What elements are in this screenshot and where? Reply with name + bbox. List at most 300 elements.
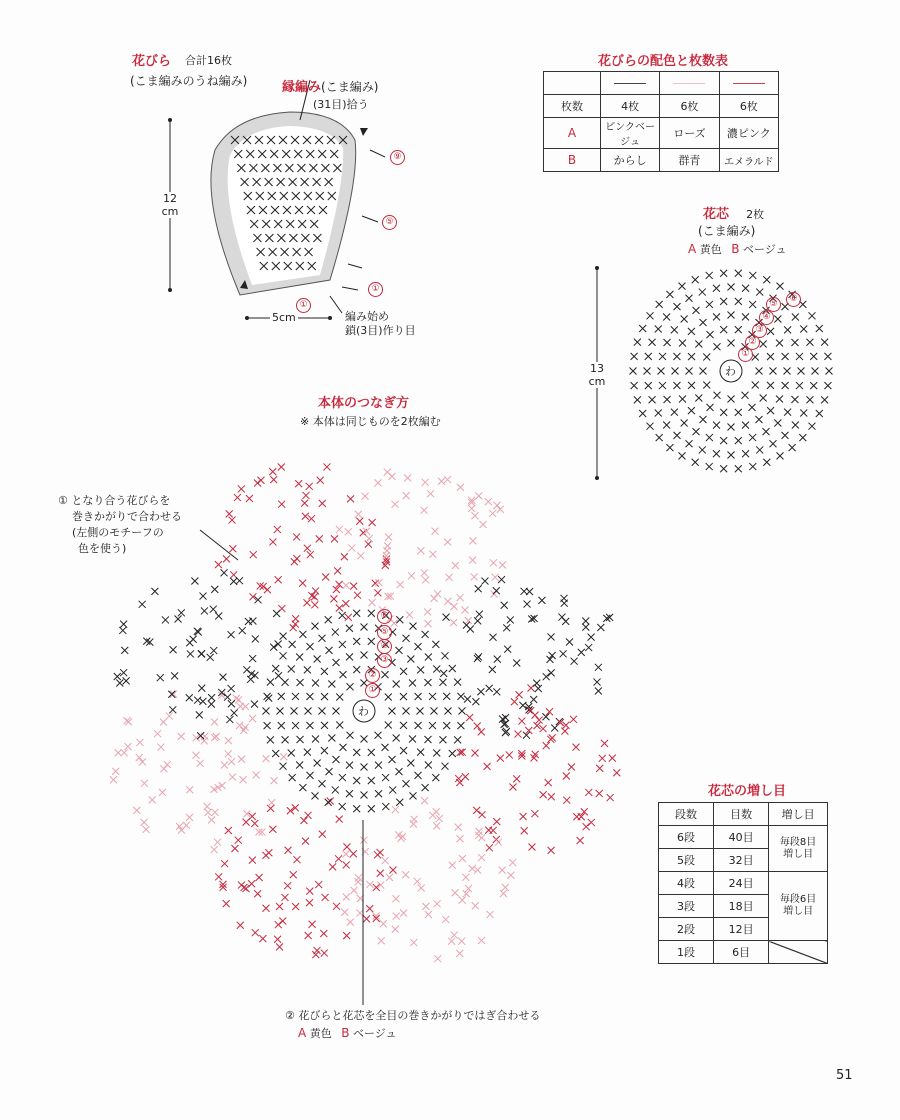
stitch-mark [521,827,528,834]
stitch-mark [400,909,407,916]
petal-chart [168,80,385,320]
stitch-mark [141,819,148,826]
stitch-mark [336,816,343,823]
stitch-mark [501,602,508,609]
stitch-mark [392,895,399,902]
stitch-mark [382,857,389,864]
stitch-mark [457,484,464,491]
stitch-mark [116,679,123,686]
stitch-mark [446,574,453,581]
stitch-mark [350,850,357,857]
stitch-mark [343,893,350,900]
stitch-mark [306,722,313,729]
stitch-mark [306,899,313,906]
stitch-mark [749,404,756,411]
stitch-mark [656,434,663,441]
petal-edge-note: (こま編み) [321,80,379,94]
stitch-mark [679,340,686,347]
stitch-mark [424,736,431,743]
inc-round-4: 4段 [659,872,714,895]
stitch-mark [214,839,221,846]
stitch-mark [275,672,282,679]
increase-table [658,802,828,964]
stitch-mark [506,751,513,758]
stitch-mark [695,341,702,348]
stitch-mark [295,480,302,487]
stitch-mark [198,685,205,692]
stitch-mark [321,950,328,957]
stitch-mark [115,749,122,756]
stitch-mark [498,576,505,583]
petal-start-chain: 鎖(3目)作り目 [345,324,416,337]
stitch-mark [304,666,311,673]
stitch-mark [489,666,496,673]
stitch-mark [288,666,295,673]
stitch-mark [346,653,353,660]
stitch-mark [249,655,256,662]
stitch-mark [493,587,500,594]
stitch-mark [386,874,393,881]
stitch-mark [407,655,414,662]
stitch-mark [409,736,416,743]
stitch-mark [280,753,287,760]
stitch-mark [276,903,283,910]
stitch-mark [457,722,464,729]
stitch-mark [720,465,727,472]
stitch-mark [645,382,652,389]
count-2: 6枚 [660,95,719,118]
center-heading [703,203,764,222]
stitch-mark [462,773,469,780]
stitch-mark [330,595,337,602]
stitch-mark [703,354,710,361]
stitch-mark [609,755,616,762]
stitch-mark [263,755,270,762]
stitch-mark [304,749,311,756]
stitch-mark [267,736,274,743]
stitch-mark [531,810,538,817]
stitch-mark [425,654,432,661]
stitch-mark [538,597,545,604]
stitch-mark [347,683,354,690]
stitch-mark [208,816,215,823]
stitch-mark [429,722,436,729]
stitch-mark [322,894,329,901]
stitch-mark [385,534,392,541]
stitch-mark [433,666,440,673]
stitch-mark [776,340,783,347]
row-a-label: A [544,118,601,149]
stitch-mark [415,722,422,729]
stitch-mark [403,635,410,642]
stitch-mark [659,353,666,360]
stitch-mark [197,760,204,767]
stitch-mark [237,922,244,929]
inc-stitches-3: 18目 [714,895,769,918]
stitch-mark [112,768,119,775]
stitch-mark [374,851,381,858]
stitch-mark [760,341,767,348]
stitch-mark [458,938,465,945]
petal-edge-label: 縁編み [282,80,322,95]
stitch-mark [224,694,231,701]
note2-text: 花びらと花芯を全目の巻きかがりではぎ合わせる [298,1009,541,1022]
stitch-mark [270,644,277,651]
inc-8-text: 毎段8目増し目 [779,836,817,860]
stitch-mark [226,716,233,723]
stitch-mark [810,382,817,389]
stitch-mark [444,598,451,605]
stitch-mark [302,513,309,520]
stitch-mark [306,888,313,895]
stitch-mark [490,634,497,641]
stitch-mark [728,340,735,347]
center-title: 花芯 [703,207,730,222]
stitch-mark [325,616,332,623]
stitch-mark [314,760,321,767]
stitch-mark [280,763,287,770]
stitch-mark [472,902,479,909]
note1-num: ① [58,494,68,507]
stitch-mark [274,526,281,533]
inc-header-stitches: 目数 [714,803,769,826]
stitch-mark [474,867,481,874]
stitch-mark [497,506,504,513]
stitch-mark [536,717,543,724]
petal-pickup: (31目)拾う [313,98,369,111]
stitch-mark [383,547,390,554]
stitch-mark [507,872,514,879]
center-ring: わ [725,365,736,378]
stitch-mark [533,680,540,687]
stitch-mark [425,911,432,918]
stitch-mark [489,510,496,517]
body-a-label: A [298,1026,307,1040]
stitch-mark [777,283,784,290]
petal-height [160,192,180,218]
stitch-mark [520,813,527,820]
stitch-mark [346,762,353,769]
stitch-mark [346,790,353,797]
petal-title: 花びら [132,54,172,69]
stitch-mark [353,666,360,673]
stitch-mark [756,416,763,423]
row-b-cell-2: 群青 [660,149,719,172]
stitch-mark [445,708,452,715]
stitch-mark [472,698,479,705]
stitch-mark [321,693,328,700]
stitch-mark [333,659,340,666]
stitch-mark [215,612,222,619]
stitch-mark [361,792,368,799]
body-colors [298,1025,397,1041]
stitch-mark [121,749,128,756]
stitch-mark [422,479,429,486]
stitch-mark [417,547,424,554]
stitch-mark [494,656,501,663]
center-round-5: ⑤ [766,297,781,312]
petal-height-unit: cm [161,205,179,218]
stitch-mark [528,685,535,692]
stitch-mark [200,593,207,600]
stitch-mark [221,762,228,769]
petal-row-1-start: ① [296,298,311,313]
stitch-mark [403,780,410,787]
stitch-mark [343,932,350,939]
stitch-mark [265,849,272,856]
stitch-mark [692,276,699,283]
stitch-mark [434,900,441,907]
stitch-mark [278,464,285,471]
inc-round-3: 3段 [659,895,714,918]
stitch-mark [720,437,727,444]
stitch-mark [658,368,665,375]
row-b-cell-3: エメラルド [719,149,778,172]
stitch-mark [558,614,565,621]
stitch-mark [679,283,686,290]
stitch-mark [119,627,126,634]
stitch-mark [292,621,299,628]
stitch-mark [674,432,681,439]
stitch-mark [311,601,318,608]
stitch-mark [821,396,828,403]
stitch-mark [756,446,763,453]
count-label: 枚数 [544,95,601,118]
stitch-mark [353,749,360,756]
stitch-mark [256,874,263,881]
stitch-mark [361,764,368,771]
stitch-mark [323,463,330,470]
stitch-mark [315,881,322,888]
stitch-mark [149,796,156,803]
stitch-mark [368,805,375,812]
body-note: ※ 本体は同じものを2枚編む [300,415,441,428]
stitch-mark [362,493,369,500]
petal-edge [282,76,378,95]
stitch-mark [319,780,326,787]
stitch-mark [500,890,507,897]
stitch-mark [253,771,260,778]
stitch-mark [462,874,469,881]
stitch-mark [278,501,285,508]
stitch-mark [333,903,340,910]
stitch-mark [535,685,542,692]
stitch-mark [347,495,354,502]
stitch-mark [207,654,214,661]
stitch-mark [686,440,693,447]
stitch-mark [480,521,487,528]
stitch-mark [368,610,375,617]
stitch-mark [714,392,721,399]
stitch-mark [231,709,238,716]
stitch-mark [281,894,288,901]
stitch-mark [228,758,235,765]
stitch-mark [375,762,382,769]
stitch-mark [360,837,367,844]
stitch-mark [114,673,121,680]
stitch-mark [406,611,413,618]
stitch-mark [171,672,178,679]
stitch-mark [432,641,439,648]
stitch-mark [451,932,458,939]
stitch-mark [663,421,670,428]
stitch-mark [507,616,514,623]
stitch-mark [484,763,491,770]
stitch-mark [796,382,803,389]
stitch-mark [756,368,763,375]
body-round-5: ⑤ [377,625,392,640]
stitch-mark [742,422,749,429]
body-b-color: ベージュ [352,1027,397,1040]
stitch-mark [282,736,289,743]
stitch-mark [548,793,555,800]
stitch-mark [806,339,813,346]
stitch-mark [595,664,602,671]
stitch-mark [366,881,373,888]
stitch-mark [824,353,831,360]
stitch-mark [521,588,528,595]
stitch-mark [664,339,671,346]
inc-stitches-2: 12目 [714,918,769,941]
stitch-mark [770,368,777,375]
stitch-mark [659,382,666,389]
stitch-mark [274,936,281,943]
stitch-mark [212,809,219,816]
stitch-mark [577,837,584,844]
stitch-mark [792,314,799,321]
stitch-mark [735,270,742,277]
stitch-mark [784,368,791,375]
stitch-mark [319,708,326,715]
stitch-mark [308,592,315,599]
stitch-mark [288,750,295,757]
stitch-mark [297,736,304,743]
stitch-mark [347,919,354,926]
stitch-mark [749,301,756,308]
stitch-mark [478,728,485,735]
stitch-mark [170,691,177,698]
stitch-mark [280,633,287,640]
stitch-mark [123,677,130,684]
inc-round-2: 2段 [659,918,714,941]
stitch-mark [478,937,485,944]
stitch-mark [355,511,362,518]
stitch-mark [223,555,230,562]
stitch-mark [186,786,193,793]
stitch-mark [306,693,313,700]
stitch-mark [607,794,614,801]
stitch-mark [208,694,215,701]
inc-6-cell [769,872,828,941]
stitch-mark [225,750,232,757]
stitch-mark [396,647,403,654]
body-note-2 [285,1007,540,1023]
stitch-mark [319,500,326,507]
stitch-mark [245,618,252,625]
stitch-mark [692,459,699,466]
stitch-mark [588,634,595,641]
stitch-mark [509,859,516,866]
stitch-mark [475,585,482,592]
stitch-mark [220,674,227,681]
stitch-mark [335,855,342,862]
stitch-mark [312,792,319,799]
stitch-mark [223,900,230,907]
stitch-mark [307,551,314,558]
stitch-mark [326,647,333,654]
stitch-mark [695,394,702,401]
stitch-mark [443,693,450,700]
stitch-mark [382,744,389,751]
note1-line-3: (左側のモチーフの [72,526,164,539]
stitch-mark [530,696,537,703]
stitch-mark [672,368,679,375]
stitch-mark [655,326,662,333]
stitch-mark [688,382,695,389]
stitch-mark [385,722,392,729]
stitch-mark [784,326,791,333]
stitch-mark [230,578,237,585]
stitch-mark [594,679,601,686]
stitch-mark [699,289,706,296]
stitch-mark [713,285,720,292]
stitch-mark [302,838,309,845]
stitch-mark [285,847,292,854]
stitch-mark [417,666,424,673]
stitch-mark [183,822,190,829]
stitch-mark [341,553,348,560]
stitch-mark [449,862,456,869]
stitch-mark [588,819,595,826]
stitch-mark [141,780,148,787]
stitch-mark [486,685,493,692]
stitch-mark [425,761,432,768]
stitch-mark [494,502,501,509]
stitch-mark [431,595,438,602]
stitch-mark [293,856,300,863]
stitch-mark [513,660,520,667]
petal-width: 5cm [272,311,296,324]
stitch-mark [228,685,235,692]
stitch-mark [455,824,462,831]
stitch-mark [444,538,451,545]
stitch-mark [120,669,127,676]
stitch-mark [414,643,421,650]
stitch-mark [400,693,407,700]
stitch-mark [339,612,346,619]
stitch-mark [306,483,313,490]
stitch-mark [679,452,686,459]
stitch-mark [791,339,798,346]
stitch-mark [502,884,509,891]
stitch-mark [368,749,375,756]
stitch-mark [375,790,382,797]
stitch-mark [208,701,215,708]
stitch-mark [472,749,479,756]
stitch-mark [735,437,742,444]
stitch-mark [742,392,749,399]
stitch-mark [800,410,807,417]
stitch-mark [262,905,269,912]
stitch-mark [309,921,316,928]
stitch-mark [457,693,464,700]
stitch-mark [634,396,641,403]
stitch-mark [433,822,440,829]
stitch-mark [410,939,417,946]
inc-6-text: 毎段6目増し目 [779,894,817,917]
stitch-mark [451,603,458,610]
stitch-mark [321,747,328,754]
